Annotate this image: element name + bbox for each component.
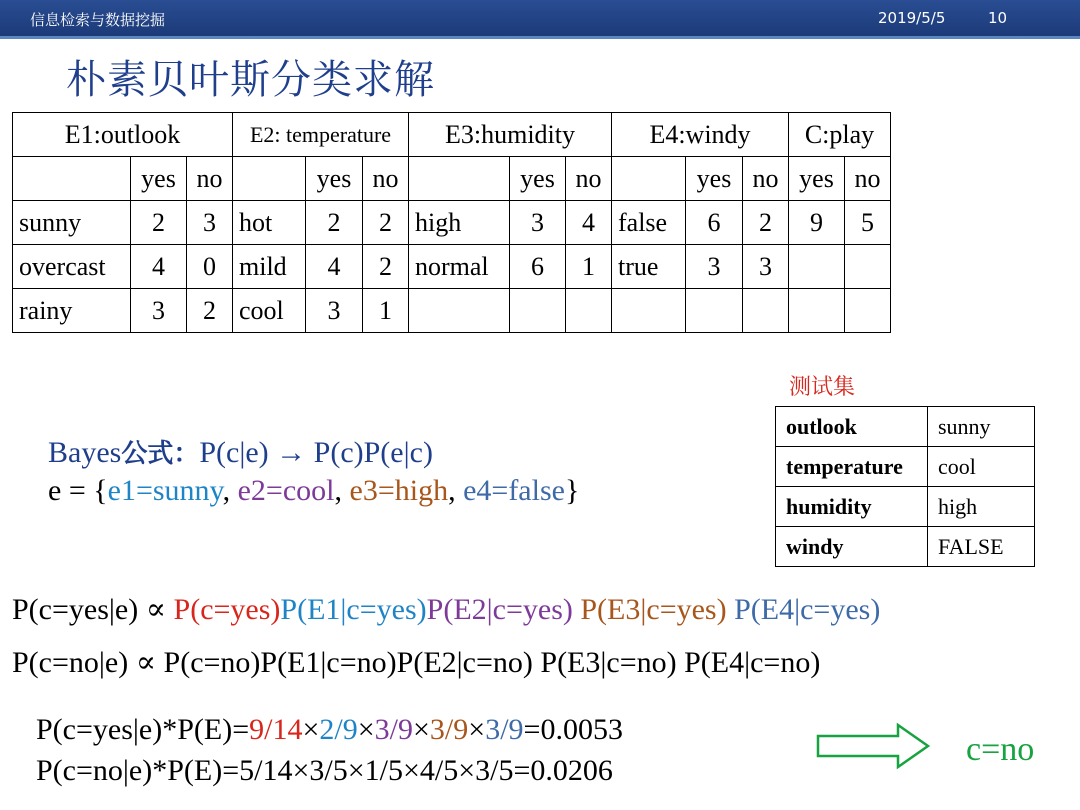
table-row	[13, 201, 891, 245]
yes-header: yes	[306, 157, 363, 201]
table-cell: 2	[743, 201, 789, 245]
group-header: E4:windy	[612, 113, 789, 157]
calc-yes-f1: 9/14	[249, 713, 303, 746]
frequency-table	[12, 112, 891, 333]
table-cell	[686, 289, 743, 333]
table-cell: 2	[131, 201, 187, 245]
table-cell	[409, 289, 510, 333]
table-subheader-row	[13, 157, 891, 201]
calc-yes-f2: 2/9	[319, 713, 358, 746]
slide-header-bar	[0, 0, 1080, 39]
table-cell	[510, 289, 566, 333]
test-value: cool	[928, 447, 1035, 487]
evidence-e4: e4=false	[463, 474, 565, 507]
table-cell: sunny	[13, 201, 131, 245]
times-sign: ×	[302, 713, 320, 746]
yes-prior: P(c=yes)	[173, 593, 281, 626]
yes-e3-term: P(E3|c=yes)	[572, 593, 727, 626]
evidence-open: e = {	[48, 474, 108, 507]
evidence-close: }	[564, 474, 580, 507]
table-cell	[789, 245, 845, 289]
table-cell: true	[612, 245, 686, 289]
table-cell: overcast	[13, 245, 131, 289]
blank-cell	[612, 157, 686, 201]
yes-header: yes	[510, 157, 566, 201]
evidence-sep: ,	[448, 474, 464, 507]
test-row	[776, 407, 1035, 447]
calc-yes-f4: 3/9	[429, 713, 469, 746]
yes-header: yes	[789, 157, 845, 201]
no-calculation: P(c=no|e)*P(E)=5/14×3/5×1/5×4/5×3/5=0.0206	[36, 754, 613, 787]
test-value: high	[928, 487, 1035, 527]
table-cell	[612, 289, 686, 333]
yes-e2-term: P(E2|c=yes)	[426, 593, 573, 626]
table-header-row	[13, 113, 891, 157]
table-row	[13, 245, 891, 289]
calc-yes-lhs: P(c=yes|e)*P(E)=	[36, 713, 250, 746]
bayes-formula	[48, 433, 433, 470]
table-cell	[743, 289, 789, 333]
table-cell	[845, 245, 891, 289]
table-cell: 3	[187, 201, 233, 245]
table-cell: 5	[845, 201, 891, 245]
table-cell: 9	[789, 201, 845, 245]
bayes-prefix: Bayes	[48, 436, 122, 469]
table-cell: 2	[363, 245, 409, 289]
times-sign: ×	[468, 713, 486, 746]
test-set-label: 测试集	[789, 375, 856, 400]
classification-result: c=no	[966, 731, 1035, 768]
yes-header: yes	[686, 157, 743, 201]
no-posterior-line: P(c=no|e) ∝ P(c=no)P(E1|c=no)P(E2|c=no) P(E3|c=no) P(E4|c=no)	[12, 646, 821, 679]
arrow-right-icon	[816, 722, 932, 770]
no-header: no	[566, 157, 612, 201]
table-cell: 3	[131, 289, 187, 333]
table-cell	[789, 289, 845, 333]
table-cell	[845, 289, 891, 333]
slide-title: 朴素贝叶斯分类求解	[66, 57, 435, 103]
table-cell: 1	[363, 289, 409, 333]
evidence-e1: e1=sunny	[107, 474, 223, 507]
table-cell: 2	[363, 201, 409, 245]
no-header: no	[187, 157, 233, 201]
table-cell: 3	[306, 289, 363, 333]
table-cell: false	[612, 201, 686, 245]
calc-yes-f5: 3/9	[485, 713, 524, 746]
test-row	[776, 487, 1035, 527]
table-cell: normal	[409, 245, 510, 289]
blank-cell	[409, 157, 510, 201]
table-cell: high	[409, 201, 510, 245]
test-set-table	[775, 406, 1035, 567]
yes-lhs: P(c=yes|e) ∝	[12, 593, 174, 626]
no-header: no	[845, 157, 891, 201]
table-cell: 0	[187, 245, 233, 289]
bayes-cn-label: 公式：	[121, 439, 200, 469]
course-name: 信息检索与数据挖掘	[30, 11, 166, 29]
table-cell: 4	[566, 201, 612, 245]
evidence-sep: ,	[222, 474, 238, 507]
blank-cell	[233, 157, 306, 201]
table-cell: 4	[131, 245, 187, 289]
group-header: E3:humidity	[409, 113, 612, 157]
yes-e4-term: P(E4|c=yes)	[726, 593, 881, 626]
test-key: temperature	[776, 447, 928, 487]
yes-posterior-line	[12, 592, 880, 627]
blank-cell	[13, 157, 131, 201]
table-cell: 2	[187, 289, 233, 333]
table-cell: cool	[233, 289, 306, 333]
times-sign: ×	[357, 713, 375, 746]
evidence-sep: ,	[334, 474, 350, 507]
table-cell: rainy	[13, 289, 131, 333]
table-cell: 3	[510, 201, 566, 245]
table-cell: mild	[233, 245, 306, 289]
bayes-expression: P(c|e) → P(c)P(e|c)	[199, 436, 433, 469]
table-cell: 6	[686, 201, 743, 245]
yes-e1-term: P(E1|c=yes)	[280, 593, 427, 626]
table-cell: 3	[686, 245, 743, 289]
group-header: E2: temperature	[233, 113, 409, 157]
table-cell: 3	[743, 245, 789, 289]
no-header: no	[743, 157, 789, 201]
test-key: outlook	[776, 407, 928, 447]
evidence-e2: e2=cool	[237, 474, 335, 507]
group-header: C:play	[789, 113, 891, 157]
table-row	[13, 289, 891, 333]
evidence-e3: e3=high	[349, 474, 449, 507]
yes-calculation	[36, 713, 623, 747]
test-key: windy	[776, 527, 928, 567]
test-value: FALSE	[928, 527, 1035, 567]
table-cell	[566, 289, 612, 333]
table-cell: 1	[566, 245, 612, 289]
slide-date: 2019/5/5	[878, 9, 946, 27]
group-header: E1:outlook	[13, 113, 233, 157]
test-value: sunny	[928, 407, 1035, 447]
no-header: no	[363, 157, 409, 201]
table-cell: 6	[510, 245, 566, 289]
calc-yes-f3: 3/9	[374, 713, 413, 746]
table-cell: hot	[233, 201, 306, 245]
test-row	[776, 447, 1035, 487]
calc-yes-result: =0.0053	[523, 713, 623, 746]
page-number: 10	[988, 9, 1008, 27]
table-cell: 4	[306, 245, 363, 289]
table-cell: 2	[306, 201, 363, 245]
test-key: humidity	[776, 487, 928, 527]
yes-header: yes	[131, 157, 187, 201]
times-sign: ×	[413, 713, 430, 746]
evidence-set	[48, 474, 579, 508]
test-row	[776, 527, 1035, 567]
